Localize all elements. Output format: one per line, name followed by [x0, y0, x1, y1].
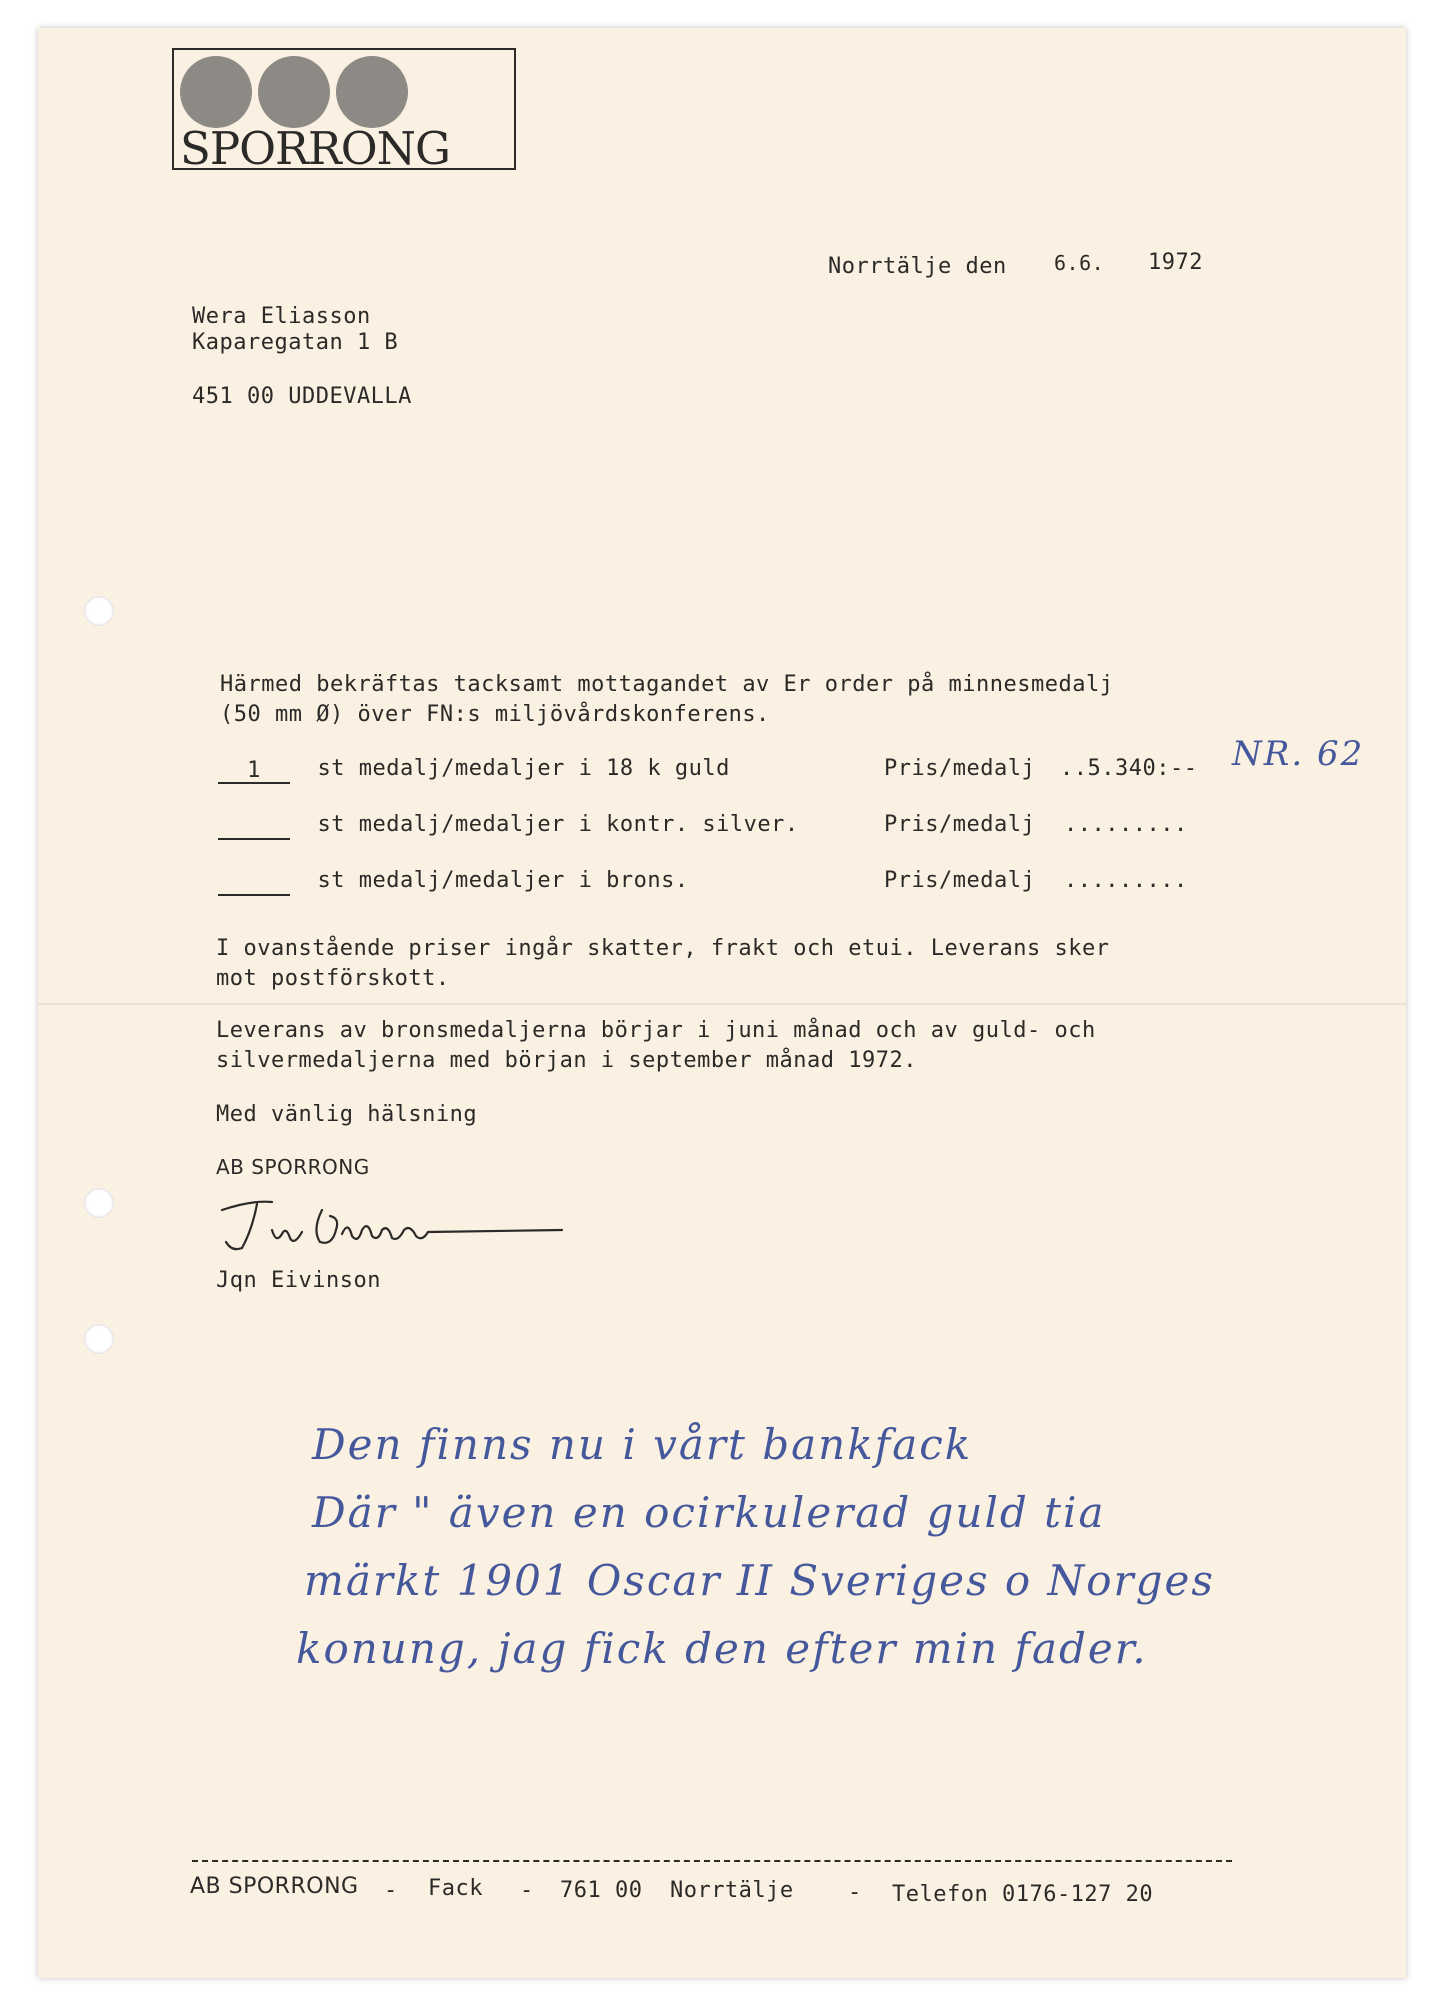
- order-row-bronze: [218, 866, 689, 896]
- terms-line-1: I ovanstående priser ingår skatter, frakt och etui. Leverans sker: [216, 936, 1110, 961]
- recipient-name: Wera Eliasson: [192, 304, 371, 329]
- punch-hole: [84, 1188, 114, 1218]
- price-value: .........: [1064, 868, 1188, 893]
- price-value: ..5.340:--: [1060, 756, 1198, 781]
- footer-company: AB SPORRONG: [190, 1874, 359, 1899]
- footer-separator: -: [520, 1878, 534, 1903]
- handwritten-line-3: märkt 1901 Oscar II Sveriges o Norges: [304, 1556, 1215, 1605]
- date-year: 1972: [1148, 250, 1203, 275]
- delivery-line-2: silvermedaljerna med början i september månad 1972.: [216, 1048, 918, 1073]
- order-qty: [218, 868, 290, 896]
- signature: [212, 1190, 572, 1264]
- order-row-silver: [218, 810, 799, 840]
- price-label: Pris/medalj: [884, 812, 1036, 837]
- order-desc: st medalj/medaljer i kontr. silver.: [317, 812, 799, 837]
- logo-dot: [180, 56, 252, 128]
- recipient-street: Kaparegatan 1 B: [192, 330, 399, 355]
- logo-dot: [336, 56, 408, 128]
- footer-separator: -: [848, 1880, 862, 1905]
- footer-box: Fack: [428, 1876, 483, 1901]
- recipient-postal: 451 00 UDDEVALLA: [192, 384, 412, 409]
- logo-text: SPORRONG: [180, 122, 450, 175]
- punch-hole: [84, 596, 114, 626]
- handwritten-line-1: Den finns nu i vårt bankfack: [312, 1420, 973, 1469]
- footer-separator: -: [384, 1878, 398, 1903]
- price-label: Pris/medalj: [884, 868, 1036, 893]
- handwritten-line-4: konung, jag fick den efter min fader.: [296, 1624, 1148, 1673]
- footer-city: 761 00 Norrtälje: [560, 1878, 794, 1903]
- signer-name: Jqn Eivinson: [216, 1268, 381, 1293]
- footer-divider: [192, 1860, 1232, 1862]
- intro-line-1: Härmed bekräftas tacksamt mottagandet av Er order på minnesmedalj: [220, 672, 1114, 697]
- handwritten-line-2: Där " även en ocirkulerad guld tia: [312, 1488, 1106, 1537]
- order-qty: 1: [218, 756, 290, 784]
- terms-line-2: mot postförskott.: [216, 966, 450, 991]
- sender-company: AB SPORRONG: [216, 1155, 370, 1179]
- order-qty: [218, 812, 290, 840]
- delivery-line-1: Leverans av bronsmedaljerna börjar i juni månad och av guld- och: [216, 1018, 1096, 1043]
- signature-drawing: [212, 1190, 572, 1260]
- note-number: NR. 62: [1232, 734, 1365, 774]
- intro-line-2: (50 mm Ø) över FN:s miljövårdskonferens.: [220, 702, 770, 727]
- order-desc: st medalj/medaljer i brons.: [317, 868, 689, 893]
- footer-phone: Telefon 0176-127 20: [892, 1882, 1154, 1907]
- date-prefix: Norrtälje den: [828, 254, 1007, 279]
- punch-hole: [84, 1324, 114, 1354]
- order-row-gold: [218, 754, 730, 784]
- price-label: Pris/medalj: [884, 756, 1036, 781]
- price-value: .........: [1064, 812, 1188, 837]
- company-logo: [172, 48, 516, 175]
- date-day: 6.6.: [1054, 251, 1105, 275]
- closing: Med vänlig hälsning: [216, 1102, 478, 1127]
- fold-line: [38, 1003, 1406, 1005]
- order-desc: st medalj/medaljer i 18 k guld: [317, 756, 730, 781]
- logo-dot: [258, 56, 330, 128]
